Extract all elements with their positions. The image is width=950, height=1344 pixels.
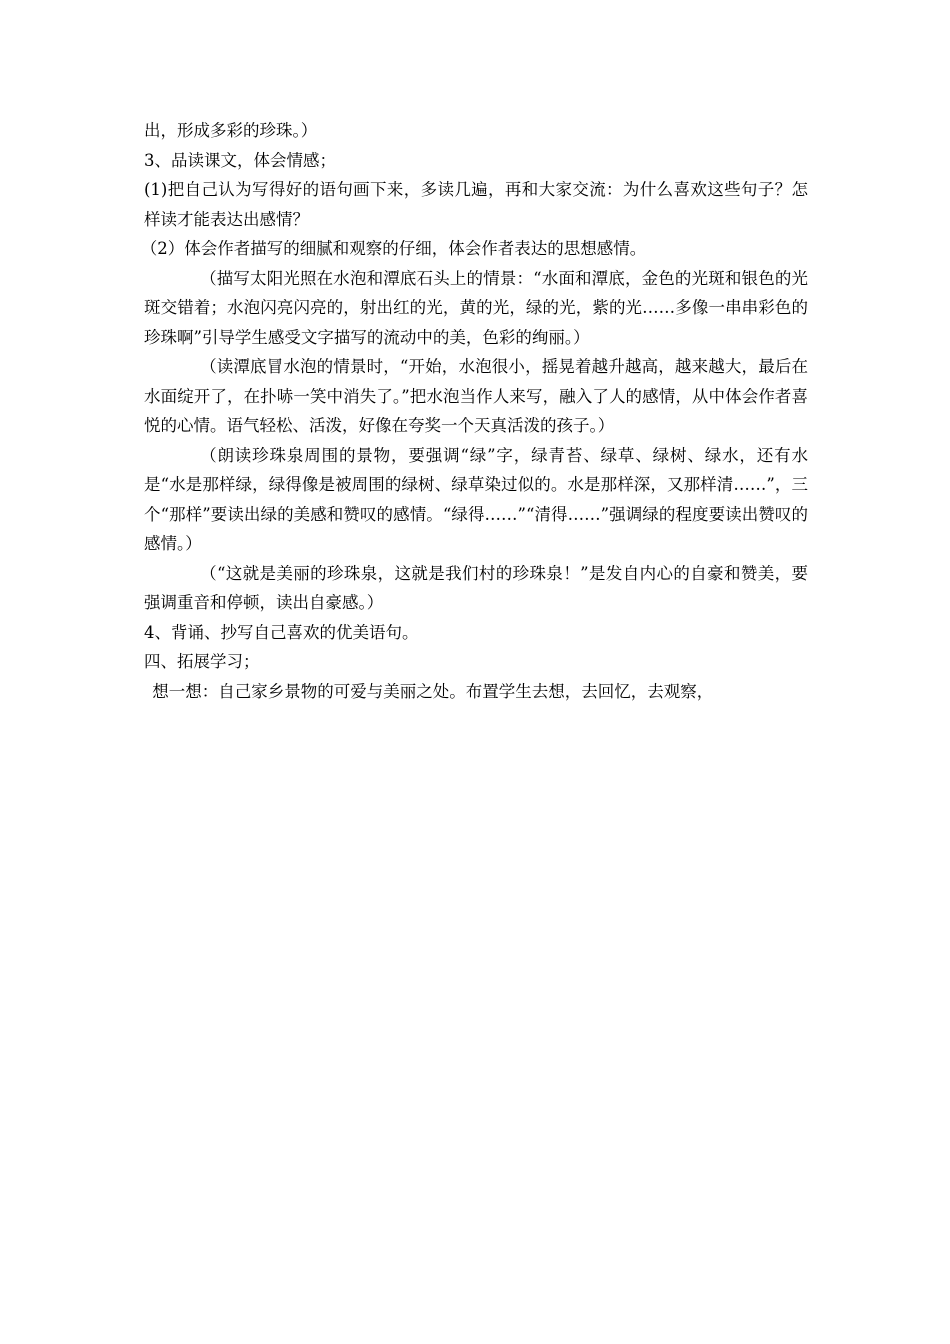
bubble-description-paragraph: （读潭底冒水泡的情景时，“开始，水泡很小，摇晃着越升越高，越来越大，最后在水面绽开了，在扑哧一笑中消失了。”把水泡当作人来写，融入了人的感情，从中体会作者喜悦的心情。语气轻松、活泼，好像在夸奖一个天真活泼的孩子。） bbox=[144, 357, 808, 435]
step-2-paragraph: （2）体会作者描写的细腻和观察的仔细，体会作者表达的思想感情。 bbox=[140, 239, 647, 258]
section-extension-heading: 四、拓展学习； bbox=[144, 652, 260, 671]
sunlight-description-paragraph: （描写太阳光照在水泡和潭底石头上的情景：“水面和潭底，金色的光斑和银色的光斑交错着；水泡闪亮闪亮的，射出红的光，黄的光，绿的光，紫的光……多像一串串彩色的珍珠啊”引导学生感受文字描写的流动中的美，色彩的绚丽。） bbox=[144, 268, 808, 347]
document-body bbox=[140, 116, 808, 706]
pride-paragraph: （“这就是美丽的珍珠泉，这就是我们村的珍珠泉！”是发自内心的自豪和赞美，要强调重音和停顿，读出自豪感。） bbox=[144, 563, 808, 612]
section-3-heading: 3、品读课文，体会情感； bbox=[144, 150, 336, 170]
think-paragraph: 想一想：自己家乡景物的可爱与美丽之处。布置学生去想，去回忆，去观察， bbox=[152, 681, 714, 701]
paragraph-continuation: 出，形成多彩的珍珠。） bbox=[144, 121, 318, 140]
section-4-heading: 4、背诵、抄写自己喜欢的优美语句。 bbox=[144, 622, 419, 642]
step-1-paragraph: (1)把自己认为写得好的语句画下来，多读几遍，再和大家交流：为什么喜欢这些句子？怎样读才能表达出感情？ bbox=[144, 180, 808, 229]
green-scenery-paragraph: （朗读珍珠泉周围的景物，要强调“绿”字，绿青苔、绿草、绿树、绿水，还有水是“水是那样绿，绿得像是被周围的绿树、绿草染过似的。水是那样深，又那样清……”，三个“那样”要读出绿的美感和赞叹的感情。“绿得……”“清得……”强调绿的程度要读出赞叹的感情。） bbox=[144, 445, 808, 553]
